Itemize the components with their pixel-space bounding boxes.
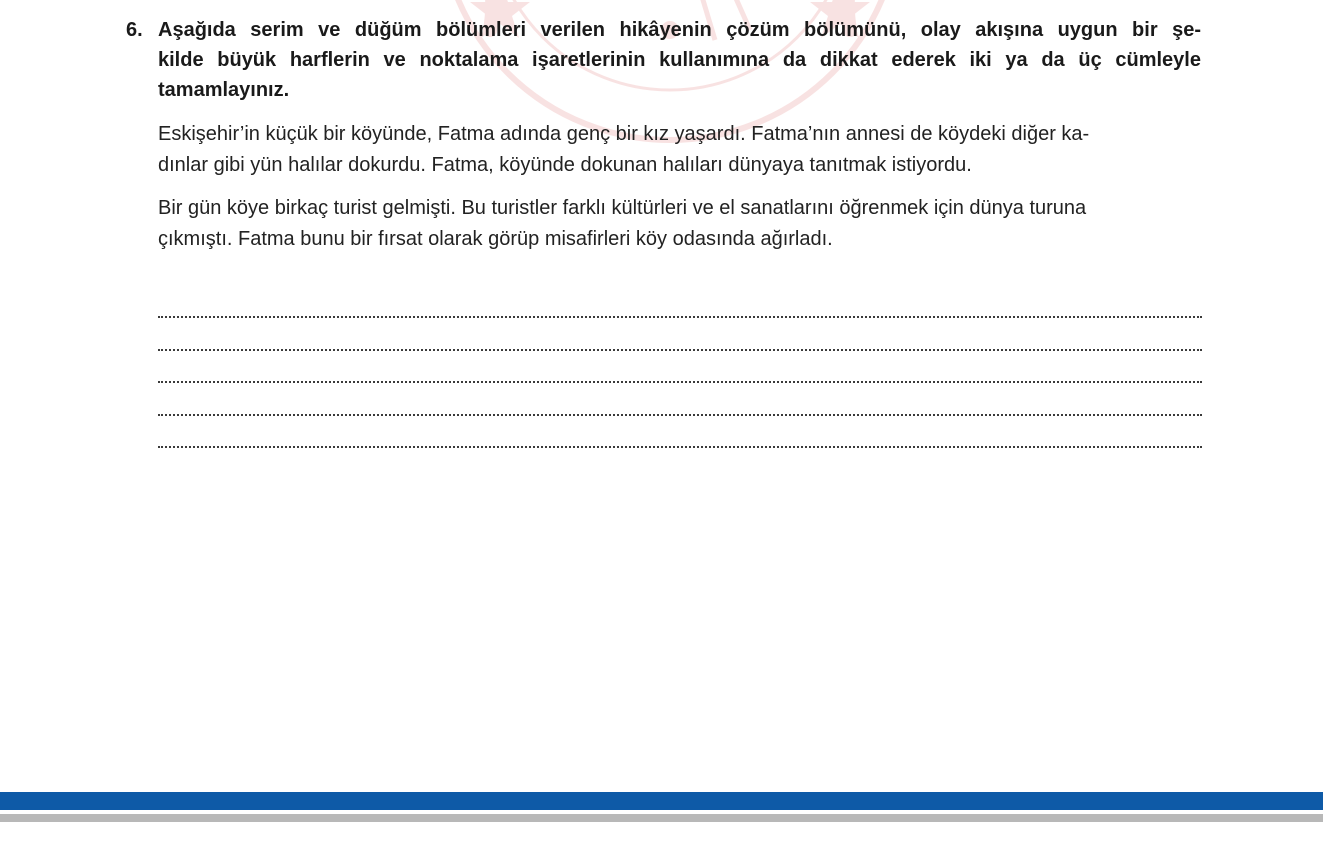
answer-area[interactable] bbox=[158, 286, 1202, 448]
question-prompt-line: Aşağıda serim ve düğüm bölümleri verilen hikâyenin çözüm bölümünü, olay akışına uygun bir şe- bbox=[158, 19, 1201, 41]
story-line: Eskişehir’in küçük bir köyünde, Fatma adında genç bir kız yaşardı. Fatma’nın annesi de köydeki diğer ka- bbox=[158, 123, 1090, 145]
story-text bbox=[158, 119, 1201, 255]
question-prompt bbox=[158, 15, 1201, 105]
question-prompt-line: tamamlayınız. bbox=[158, 79, 290, 101]
answer-dotted-line[interactable] bbox=[158, 318, 1202, 351]
story-line: Bir gün köye birkaç turist gelmişti. Bu turistler farklı kültürleri ve el sanatlarını öğrenmek için dünya turuna bbox=[158, 197, 1087, 219]
footer-blue-bar bbox=[0, 792, 1323, 810]
question-block bbox=[126, 15, 1201, 267]
answer-dotted-line[interactable] bbox=[158, 383, 1202, 416]
footer-gray-bar bbox=[0, 814, 1323, 822]
question-number: 6. bbox=[126, 19, 143, 41]
answer-dotted-line[interactable] bbox=[158, 351, 1202, 384]
story-line: çıkmıştı. Fatma bunu bir fırsat olarak görüp misafirleri köy odasında ağırladı. bbox=[158, 228, 833, 250]
story-paragraph bbox=[158, 119, 1201, 181]
story-line: dınlar gibi yün halılar dokurdu. Fatma, köyünde dokunan halıları dünyaya tanıtmak istiyordu. bbox=[158, 154, 972, 176]
answer-dotted-line[interactable] bbox=[158, 416, 1202, 449]
story-paragraph bbox=[158, 193, 1201, 255]
question-prompt-line: kilde büyük harflerin ve noktalama işaretlerinin kullanımına da dikkat ederek iki ya da üç cümleyle bbox=[158, 49, 1201, 71]
question-header bbox=[126, 15, 1201, 105]
answer-dotted-line[interactable] bbox=[158, 286, 1202, 318]
